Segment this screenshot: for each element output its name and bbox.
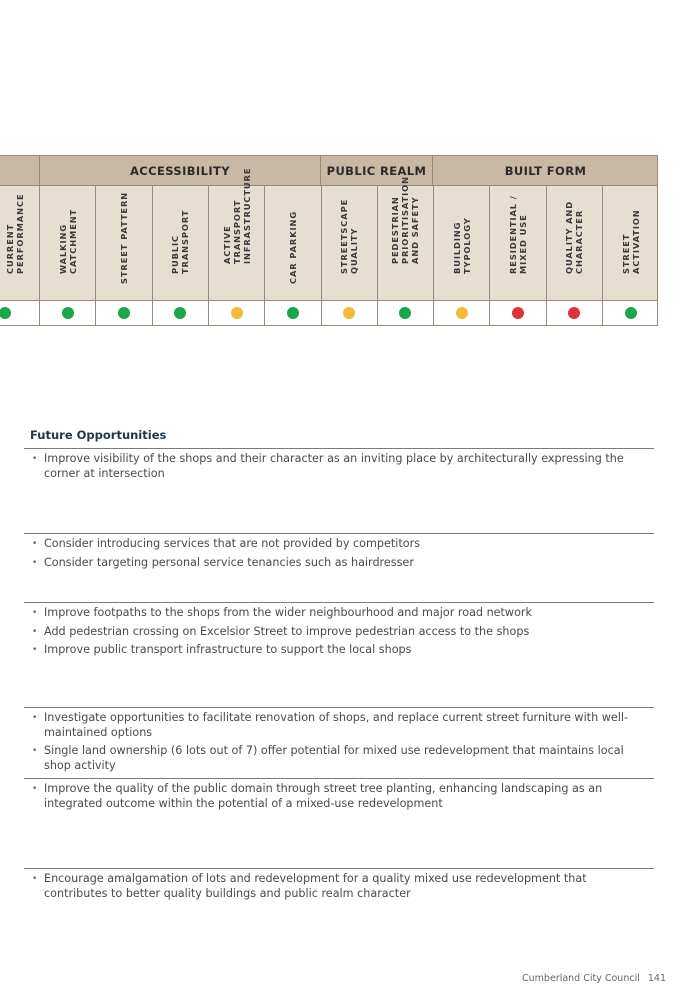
rating-dot-green xyxy=(399,307,411,319)
rating-row xyxy=(0,300,658,326)
column-label: QUALITY AND CHARACTER xyxy=(564,200,585,274)
rating-dot-amber xyxy=(231,307,243,319)
rating-dot-green xyxy=(287,307,299,319)
rating-cell xyxy=(39,301,95,325)
opportunity-list xyxy=(30,782,652,815)
column-label: STREET ACTIVATION xyxy=(620,209,641,274)
opportunity-item: • Encourage amalgamation of lots and redevelopment for a quality mixed use redevelopment that contributes to better quality buildings and public realm character xyxy=(30,872,652,901)
opportunity-item: • Improve the quality of the public domain through street tree planting, enhancing landscaping as an integrated outcome within the potential of a mixed-use redevelopment xyxy=(30,782,652,811)
column-label: RESIDENTIAL / MIXED USE xyxy=(508,195,529,274)
rating-dot-green xyxy=(174,307,186,319)
opportunity-list xyxy=(30,452,652,485)
rating-dot-amber xyxy=(343,307,355,319)
rating-dot-amber xyxy=(456,307,468,319)
column-label: STREETSCAPE QUALITY xyxy=(339,198,360,274)
opportunity-list xyxy=(30,537,652,574)
column-header-6 xyxy=(321,186,377,300)
column-header-3 xyxy=(152,186,208,300)
opportunity-list xyxy=(30,872,652,905)
section-divider xyxy=(24,707,654,708)
column-header-4 xyxy=(208,167,264,300)
rating-dot-red xyxy=(512,307,524,319)
column-header-5 xyxy=(264,186,320,300)
opportunity-item: • Add pedestrian crossing on Excelsior Street to improve pedestrian access to the shops xyxy=(30,625,652,640)
column-label: ACTIVE TRANSPORT INFRASTRUCTURE xyxy=(221,167,252,264)
opportunity-item: • Improve footpaths to the shops from the wider neighbourhood and major road network xyxy=(30,606,652,621)
rating-cell xyxy=(377,301,433,325)
rating-cell xyxy=(95,301,151,325)
section-divider xyxy=(24,533,654,534)
opportunity-list xyxy=(30,606,652,662)
group-public-realm: PUBLIC REALM xyxy=(320,156,432,187)
column-header-9 xyxy=(489,186,545,300)
page-footer xyxy=(522,973,666,984)
section-divider xyxy=(24,448,654,449)
column-header-7 xyxy=(377,176,433,300)
group-header-row xyxy=(0,155,658,186)
page-number: 141 xyxy=(647,973,666,984)
rating-cell xyxy=(0,301,39,325)
opportunity-list xyxy=(30,711,652,777)
column-header-11 xyxy=(602,186,658,300)
rating-cell xyxy=(152,301,208,325)
section-divider xyxy=(24,868,654,869)
rating-cell xyxy=(546,301,602,325)
future-opportunities-title: Future Opportunities xyxy=(30,428,167,442)
rating-cell xyxy=(264,301,320,325)
rating-dot-green xyxy=(62,307,74,319)
rating-dot-green xyxy=(0,307,11,319)
column-label: PUBLIC TRANSPORT xyxy=(170,209,191,274)
opportunity-item: • Investigate opportunities to facilitate renovation of shops, and replace current street furniture with well-maintained options xyxy=(30,711,652,740)
rating-dot-red xyxy=(568,307,580,319)
rating-dot-green xyxy=(118,307,130,319)
column-label: CURRENT PERFORMANCE xyxy=(5,193,25,274)
group-accessibility: ACCESSIBILITY xyxy=(39,156,320,187)
column-header-1 xyxy=(39,186,95,300)
column-header-8 xyxy=(433,186,489,300)
opportunity-item: • Consider targeting personal service tenancies such as hairdresser xyxy=(30,556,652,571)
column-label: BUILDING TYPOLOGY xyxy=(451,217,472,274)
column-header-0 xyxy=(0,186,39,300)
column-label: CAR PARKING xyxy=(287,210,298,284)
column-label: WALKING CATCHMENT xyxy=(57,208,78,274)
rating-cell xyxy=(321,301,377,325)
column-header-10 xyxy=(546,186,602,300)
rating-cell xyxy=(489,301,545,325)
section-divider xyxy=(24,778,654,779)
opportunity-item: • Improve visibility of the shops and their character as an inviting place by architecturally expressing the corner at intersection xyxy=(30,452,652,481)
opportunity-item: • Single land ownership (6 lots out of 7) offer potential for mixed use redevelopment that maintains local shop activity xyxy=(30,744,652,773)
column-header-2 xyxy=(95,186,151,300)
column-label: STREET PATTERN xyxy=(118,191,129,284)
group-built-form: BUILT FORM xyxy=(432,156,658,187)
opportunity-item: • Consider introducing services that are not provided by competitors xyxy=(30,537,652,552)
rating-dot-green xyxy=(625,307,637,319)
rating-cell xyxy=(433,301,489,325)
section-divider xyxy=(24,602,654,603)
opportunity-item: • Improve public transport infrastructure to support the local shops xyxy=(30,643,652,658)
rating-cell xyxy=(208,301,264,325)
rating-cell xyxy=(602,301,658,325)
footer-org: Cumberland City Council xyxy=(522,973,640,984)
column-label: PEDESTRIAN PRIORITISATION AND SAFETY xyxy=(390,176,421,264)
